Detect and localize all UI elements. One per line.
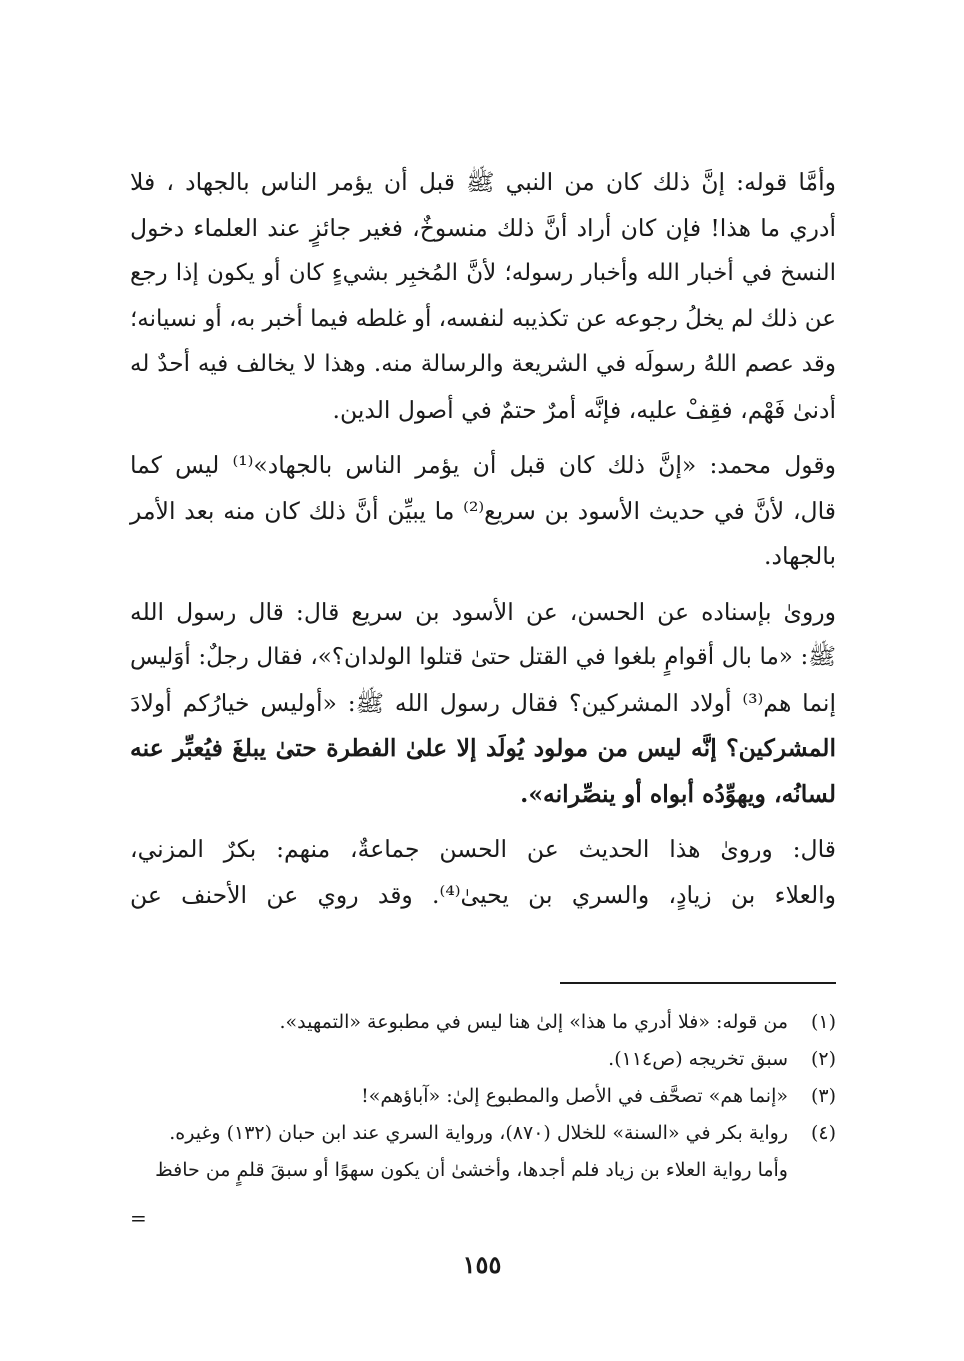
footnote-text: سبق تخريجه (ص١١٤).: [608, 1048, 788, 1070]
text-line: وقول محمد: «إنَّ ذلك كان قبل أن يؤمر الناس بالجهاد»⁽¹⁾ ليس كما: [130, 451, 836, 479]
continuation-mark: =: [130, 1206, 147, 1230]
footnote-separator: [560, 982, 836, 984]
footnote-text: من قوله: «فلا أدري ما هذا» إلىٰ هنا ليس في مطبوعة «التمهيد».: [279, 1011, 788, 1033]
text-line: النسخ في أخبار الله وأخبار رسوله؛ لأنَّ المُخبِر بشيءٍ كان أو يكون إذا رجع: [130, 260, 836, 286]
text-line: لسانُه، ويهوِّدُه أبواه أو ينصِّرانه».: [520, 779, 836, 808]
text-line: عن ذلك لم يخلُ رجوعه عن تكذيبه لنفسه، أو غلطه فيما أخبر به، أو نسيانه؛: [130, 305, 836, 332]
footnote-text: وأما رواية العلاء بن زياد فلم أجدها، وأخشىٰ أن يكون سهوًا أو سبقَ قلمٍ من حافظ: [155, 1159, 788, 1181]
text-line: المشركين؟ إنَّه ليس من مولود يُولَد إلا علىٰ الفطرة حتىٰ يبلغَ فيُعبِّر عنه: [130, 734, 836, 762]
text-line: أدنىٰ فَهْم، فقِفْ عليه، فإنَّه أمرٌ حتمٌ في أصول الدين.: [332, 395, 836, 424]
footnote-2: [130, 1041, 836, 1078]
footnote-number: (٤): [810, 1122, 836, 1144]
text-line: وقد عصم اللهُ رسولَه في الشريعة والرسالة منه. وهذا لا يخالف فيه أحدٌ له: [130, 351, 836, 377]
paragraph-2: [130, 443, 836, 580]
footnote-number: (٢): [810, 1048, 836, 1070]
text-line: قال: وروىٰ هذا الحديث عن الحسن جماعةٌ، منهم: بكرٌ المزني،: [130, 835, 836, 863]
text-line: بالجهاد.: [764, 542, 836, 570]
main-text: [130, 160, 836, 928]
paragraph-3: [130, 590, 836, 818]
text-line: قال، لأنَّ في حديث الأسود بن سريع⁽²⁾ ما يبيِّن أنَّ ذلك كان منه بعد الأمر: [130, 496, 836, 525]
footnote-number: (٣): [810, 1085, 836, 1107]
page-number: ١٥٥: [462, 1250, 502, 1279]
paragraph-4: [130, 827, 836, 918]
footnotes: [130, 1004, 836, 1189]
footnote-1: [130, 1004, 836, 1041]
footnote-number: (١): [810, 1011, 836, 1033]
footnote-text: رواية بكر في «السنة» للخلال (٨٧٠)، ورواية السري عند ابن حبان (١٣٢) وغيره.: [169, 1122, 788, 1144]
text-line: إنما هم⁽³⁾ أولاد المشركين؟ فقال رسول الله ﷺ: «أوليس خيارُكم أولادَ: [130, 688, 836, 717]
paragraph-1: [130, 160, 836, 433]
footnote-text: «إنما هم» تصحَّف في الأصل والمطبوع إلىٰ: «آباؤهم»!: [361, 1085, 788, 1107]
footnote-3: [130, 1078, 836, 1115]
footnote-4: [130, 1115, 836, 1189]
text-line: أدري ما هذا! فإن كان أراد أنَّ ذلك منسوخٌ، فغير جائزٍ عند العلماء دخول: [130, 213, 836, 242]
text-line: والعلاء بن زيادٍ، والسري بن يحيىٰ⁽⁴⁾. وقد روي عن الأحنف عن: [130, 880, 837, 909]
text-line: وأمَّا قوله: إنَّ ذلك كان من النبي ﷺ قبل أن يؤمر الناس بالجهاد ، فلا: [130, 168, 836, 196]
text-line: ﷺ: «ما بال أقوامٍ بلغوا في القتل حتىٰ قتلوا الولدان؟»، فقال رجلٌ: أوَليس: [130, 644, 836, 670]
text-line: وروىٰ بإسناده عن الحسن، عن الأسود بن سريع قال: قال رسول الله: [130, 597, 836, 626]
